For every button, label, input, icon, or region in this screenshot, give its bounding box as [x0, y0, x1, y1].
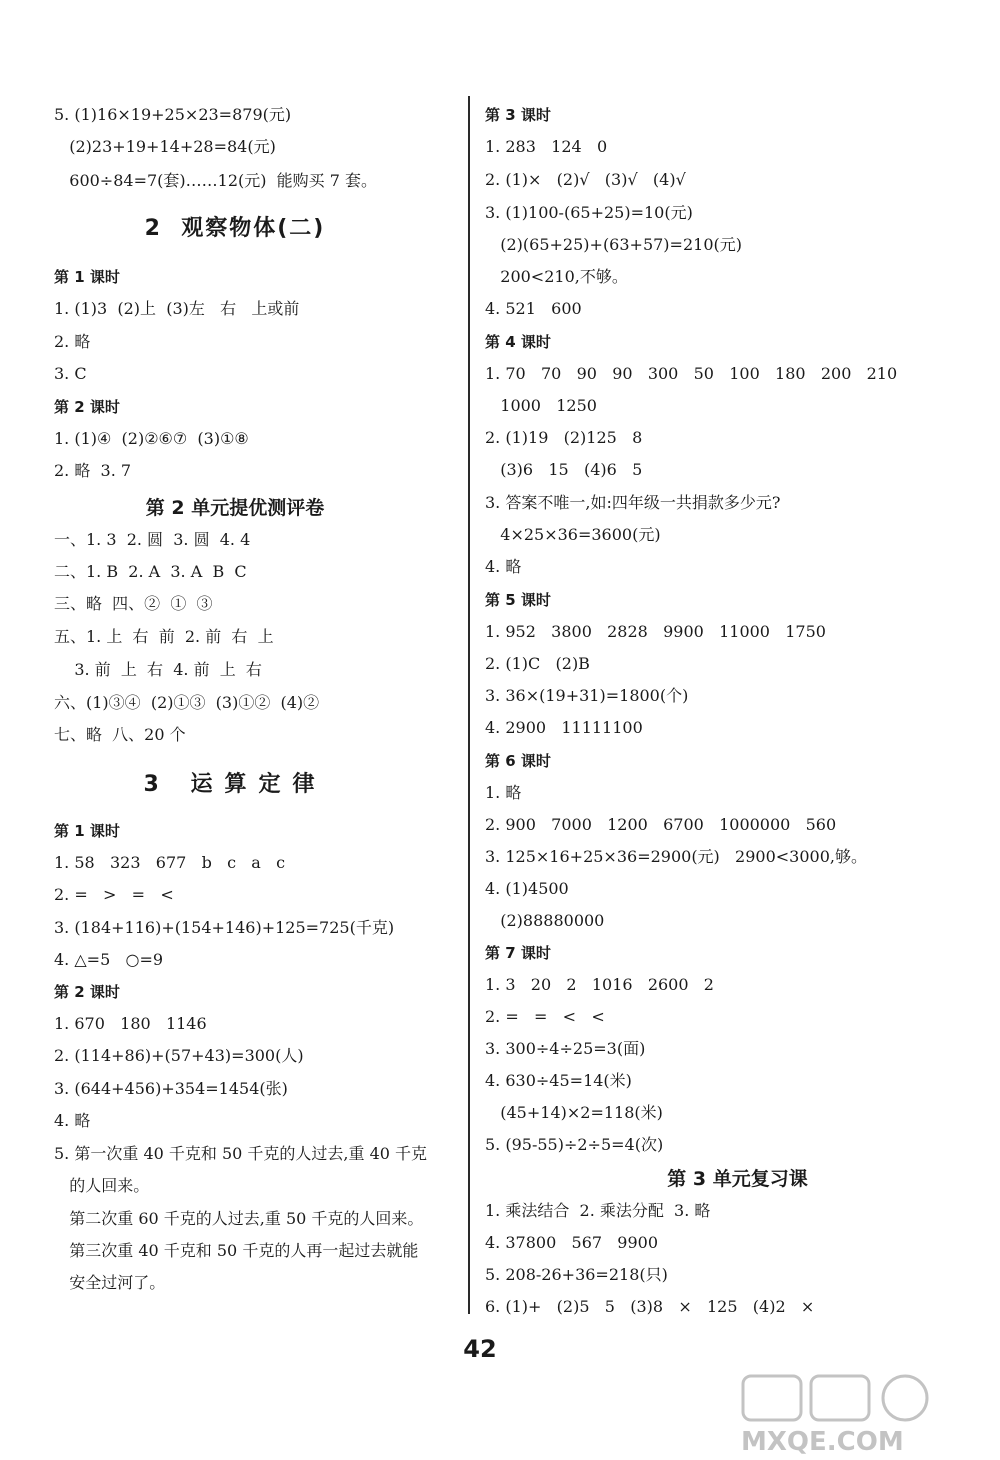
- answer-line: 3. 36×(19+31)=1800(个): [485, 686, 689, 705]
- answer-line: 1. 70 70 90 90 300 50 100 180 200 210: [485, 364, 898, 383]
- answer-line: (3)6 15 (4)6 5: [485, 460, 643, 479]
- answer-line: 4. 略: [54, 1111, 91, 1130]
- answer-line: 3. 前 上 右 4. 前 上 右: [54, 660, 262, 679]
- answer-line: 1. 乘法结合 2. 乘法分配 3. 略: [485, 1201, 711, 1220]
- answer-line: 1. 略: [485, 783, 522, 802]
- answer-line: 五、1. 上 右 前 2. 前 右 上: [54, 627, 274, 646]
- answer-line: 2. (1)C (2)B: [485, 654, 590, 673]
- lesson-heading: 第 5 课时: [485, 591, 551, 609]
- page-number: 42: [463, 1335, 497, 1363]
- answer-line: 6. (1)+ (2)5 5 (3)8 × 125 (4)2 ×: [485, 1297, 815, 1316]
- answer-line: 200<210,不够。: [485, 267, 628, 286]
- answer-line: 2. = = < <: [485, 1007, 605, 1026]
- answer-line: 3. (184+116)+(154+146)+125=725(千克): [54, 918, 395, 937]
- lesson-heading: 第 1 课时: [54, 268, 120, 286]
- answer-line: 3. (1)100-(65+25)=10(元): [485, 203, 693, 222]
- answer-line: 1. (1)④ (2)②⑥⑦ (3)①⑧: [54, 429, 249, 448]
- answer-line: 2. 略 3. 7: [54, 461, 132, 480]
- lesson-heading: 第 1 课时: [54, 822, 120, 840]
- answer-line: 3. 125×16+25×36=2900(元) 2900<3000,够。: [485, 847, 867, 866]
- answer-line: 2. (1)19 (2)125 8: [485, 428, 643, 447]
- answer-line: 1. 3 20 2 1016 2600 2: [485, 975, 714, 994]
- answer-line: 3. (644+456)+354=1454(张): [54, 1079, 288, 1098]
- answer-line: (45+14)×2=118(米): [485, 1103, 663, 1122]
- lesson-heading: 第 7 课时: [485, 944, 551, 962]
- answer-line: 2. (114+86)+(57+43)=300(人): [54, 1046, 304, 1065]
- answer-line: 5. (1)16×19+25×23=879(元): [54, 105, 292, 124]
- answer-line: 2. 900 7000 1200 6700 1000000 560: [485, 815, 837, 834]
- answer-line: 4. (1)4500: [485, 879, 569, 898]
- answer-line: 4. 521 600: [485, 299, 582, 318]
- answer-line: 4×25×36=3600(元): [485, 525, 661, 544]
- answer-line: 二、1. B 2. A 3. A B C: [54, 562, 247, 581]
- answer-line: 5. (95-55)÷2÷5=4(次): [485, 1135, 664, 1154]
- answer-line: 4. 630÷45=14(米): [485, 1071, 632, 1090]
- answer-line: 4. 37800 567 9900: [485, 1233, 659, 1252]
- answer-line: 1. (1)3 (2)上 (3)左 右 上或前: [54, 299, 300, 318]
- answer-line: 2. = > = <: [54, 885, 174, 904]
- answer-line: 第三次重 40 千克和 50 千克的人再一起过去就能: [54, 1241, 419, 1260]
- answer-line: (2)88880000: [485, 911, 605, 930]
- answer-line: 第二次重 60 千克的人过去,重 50 千克的人回来。: [54, 1209, 424, 1228]
- answer-line: 1. 670 180 1146: [54, 1014, 207, 1033]
- lesson-heading: 第 2 课时: [54, 983, 120, 1001]
- section-title: 2 观察物体(二): [144, 216, 326, 241]
- lesson-heading: 第 3 课时: [485, 106, 551, 124]
- answer-line: 1. 283 124 0: [485, 137, 608, 156]
- answer-line: 2. (1)× (2)√ (3)√ (4)√: [485, 170, 686, 189]
- answer-line: 4. 2900 11111100: [485, 718, 643, 737]
- answer-line: (2)(65+25)+(63+57)=210(元): [485, 235, 742, 254]
- answer-line: 4. △=5 ○=9: [54, 950, 164, 969]
- column-divider: [468, 96, 470, 1314]
- lesson-heading: 第 4 课时: [485, 333, 551, 351]
- answer-line: 一、1. 3 2. 圆 3. 圆 4. 4: [54, 530, 251, 549]
- watermark-logo: [735, 1370, 995, 1458]
- answer-line: 1000 1250: [485, 396, 597, 415]
- lesson-heading: 第 6 课时: [485, 752, 551, 770]
- answer-line: 5. 208-26+36=218(只): [485, 1265, 668, 1284]
- watermark-text: MXQE.COM: [741, 1427, 904, 1457]
- section-title: 3 运算定律: [143, 772, 327, 797]
- answer-line: (2)23+19+14+28=84(元): [54, 137, 276, 156]
- answer-line: 1. 58 323 677 b c a c: [54, 853, 286, 872]
- answer-line: 安全过河了。: [54, 1273, 166, 1292]
- answer-line: 六、(1)③④ (2)①③ (3)①② (4)②: [54, 693, 320, 712]
- answer-line: 的人回来。: [54, 1176, 150, 1195]
- answer-line: 3. 300÷4÷25=3(面): [485, 1039, 646, 1058]
- section-title: 第 3 单元复习课: [667, 1168, 808, 1190]
- answer-line: 5. 第一次重 40 千克和 50 千克的人过去,重 40 千克: [54, 1144, 428, 1163]
- answer-line: 600÷84=7(套)……12(元) 能购买 7 套。: [54, 171, 378, 190]
- answer-line: 1. 952 3800 2828 9900 11000 1750: [485, 622, 826, 641]
- answer-line: 3. C: [54, 364, 87, 383]
- lesson-heading: 第 2 课时: [54, 398, 120, 416]
- section-title: 第 2 单元提优测评卷: [145, 497, 325, 519]
- answer-line: 4. 略: [485, 557, 522, 576]
- answer-line: 七、略 八、20 个: [54, 725, 186, 744]
- answer-line: 2. 略: [54, 332, 91, 351]
- answer-line: 三、略 四、② ① ③: [54, 594, 213, 613]
- answer-line: 3. 答案不唯一,如:四年级一共捐款多少元?: [485, 493, 781, 512]
